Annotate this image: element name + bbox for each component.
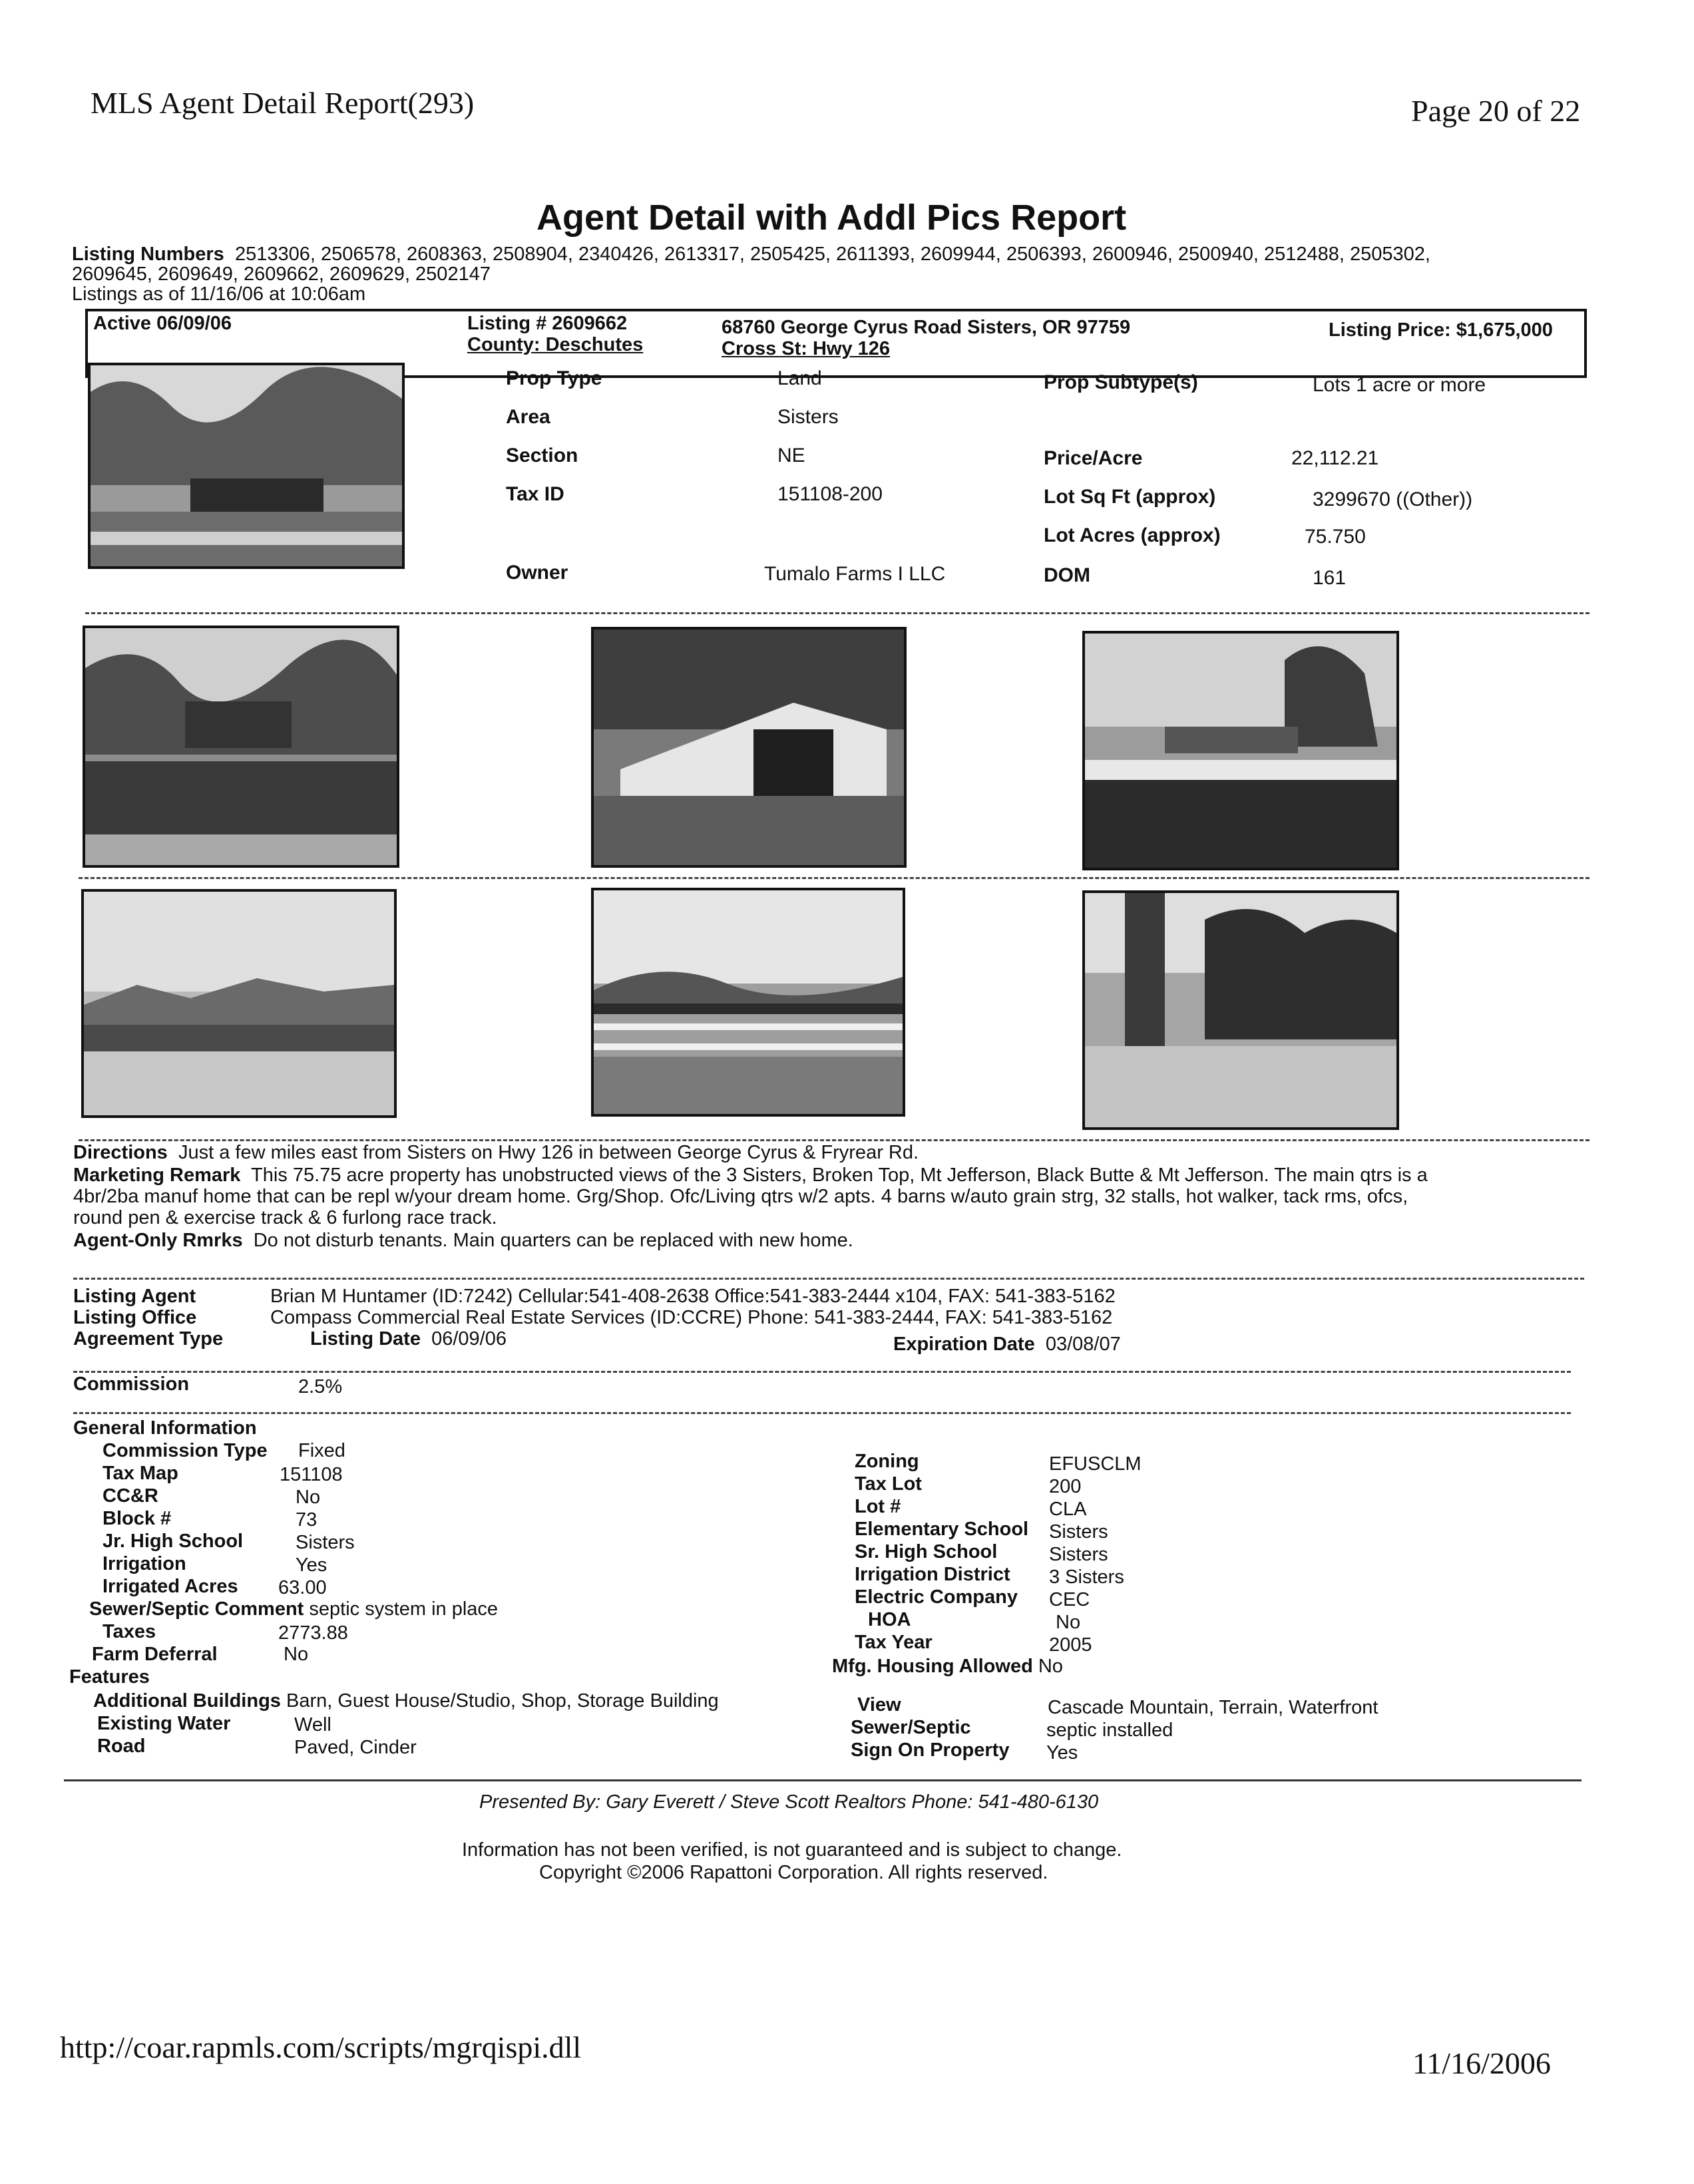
- agreement-type-label: Agreement Type: [73, 1328, 224, 1350]
- divider: [73, 1412, 1571, 1414]
- sewer-comment-label: Sewer/Septic Comment: [89, 1598, 304, 1620]
- directions-text: Just a few miles east from Sisters on Hwy 126 in between George Cyrus & Fryrear Rd.: [178, 1142, 919, 1163]
- additional-photo-6: [1082, 890, 1399, 1130]
- road-value: Paved, Cinder: [294, 1737, 417, 1758]
- mfg-housing-value: No: [1038, 1656, 1063, 1677]
- directions: [73, 1142, 919, 1164]
- irrigated-acres-label: Irrigated Acres: [103, 1576, 238, 1597]
- agent-only-remarks-label: Agent-Only Rmrks: [73, 1230, 243, 1251]
- tax-id-label: Tax ID: [506, 483, 564, 505]
- listing-numbers-line1: 2513306, 2506578, 2608363, 2508904, 2340426, 2613317, 2505425, 2611393, 2609944, 2506393, 2600946, 2500940, 2512488, 2505302,: [234, 244, 1430, 265]
- cross-street: Cross St: Hwy 126: [722, 338, 891, 359]
- divider: [73, 1278, 1584, 1280]
- sewer-septic-label: Sewer/Septic: [851, 1717, 971, 1738]
- tax-id-value: 151108-200: [777, 483, 883, 505]
- prop-subtype-label: Prop Subtype(s): [1044, 371, 1198, 393]
- mfg-housing: [832, 1656, 1063, 1678]
- view-label: View: [857, 1694, 901, 1716]
- directions-label: Directions: [73, 1142, 168, 1163]
- features-heading: Features: [69, 1666, 150, 1688]
- lot-sq-ft-value: 3299670 ((Other)): [1313, 488, 1473, 510]
- elementary-school-value: Sisters: [1049, 1521, 1108, 1543]
- additional-photo-3: [1082, 631, 1399, 870]
- lot-acres-label: Lot Acres (approx): [1044, 524, 1221, 546]
- listing-office-value: Compass Commercial Real Estate Services (ID:CCRE) Phone: 541-383-2444, FAX: 541-383-5162: [270, 1307, 1113, 1328]
- divider: [79, 877, 1589, 879]
- general-info-heading: General Information: [73, 1417, 257, 1439]
- sr-high-value: Sisters: [1049, 1544, 1108, 1565]
- listing-numbers: [72, 244, 1430, 266]
- listing-numbers-label: Listing Numbers: [72, 244, 224, 265]
- jr-high-value: Sisters: [296, 1532, 355, 1553]
- sewer-comment-value: septic system in place: [309, 1598, 499, 1620]
- hoa-label: HOA: [868, 1609, 911, 1630]
- tax-map-value: 151108: [280, 1464, 343, 1485]
- sewer-comment: [89, 1598, 498, 1620]
- prop-type-label: Prop Type: [506, 367, 602, 389]
- additional-photo-2: [591, 627, 907, 868]
- sewer-septic-value: septic installed: [1046, 1720, 1173, 1741]
- listing-numbers-line2: 2609645, 2609649, 2609662, 2609629, 2502147: [72, 264, 491, 285]
- additional-buildings-label: Additional Buildings: [93, 1690, 281, 1712]
- zoning-value: EFUSCLM: [1049, 1453, 1142, 1475]
- zoning-label: Zoning: [855, 1451, 919, 1472]
- taxes-label: Taxes: [103, 1621, 156, 1642]
- report-title: Agent Detail with Addl Pics Report: [536, 198, 1127, 238]
- additional-buildings-value: Barn, Guest House/Studio, Shop, Storage Building: [286, 1690, 719, 1712]
- dom-label: DOM: [1044, 564, 1090, 586]
- commission-type-value: Fixed: [298, 1440, 345, 1461]
- additional-buildings: [93, 1690, 719, 1712]
- listing-date: [310, 1328, 507, 1350]
- additional-photo-1: [83, 626, 399, 868]
- area-value: Sisters: [777, 406, 839, 428]
- divider: [85, 612, 1589, 614]
- prop-type-value: Land: [777, 367, 822, 389]
- listing-price: Listing Price: $1,675,000: [1329, 319, 1553, 341]
- existing-water-value: Well: [294, 1714, 331, 1735]
- county: County: Deschutes: [467, 334, 644, 355]
- marketing-remark-label: Marketing Remark: [73, 1165, 241, 1186]
- agent-only-remarks: [73, 1230, 853, 1252]
- area-label: Area: [506, 406, 550, 428]
- listing-date-value: 06/09/06: [431, 1328, 507, 1350]
- block-label: Block #: [103, 1508, 172, 1529]
- ccr-value: No: [296, 1487, 321, 1508]
- irrigated-acres-value: 63.00: [278, 1577, 327, 1598]
- listing-status: Active 06/09/06: [93, 313, 232, 334]
- marketing-remark-line2: 4br/2ba manuf home that can be repl w/your dream home. Grg/Shop. Ofc/Living qtrs w/2 apts. 4 barns w/auto grain strg, 32 stalls, hot walker, tack rms, ofcs,: [73, 1186, 1408, 1207]
- existing-water-label: Existing Water: [97, 1713, 231, 1734]
- owner-label: Owner: [506, 562, 568, 584]
- mfg-housing-label: Mfg. Housing Allowed: [832, 1656, 1033, 1677]
- sr-high-label: Sr. High School: [855, 1541, 998, 1562]
- hoa-value: No: [1056, 1612, 1081, 1633]
- lot-sq-ft-label: Lot Sq Ft (approx): [1044, 486, 1216, 508]
- lot-number-value: CLA: [1049, 1499, 1087, 1520]
- price-per-acre-value: 22,112.21: [1291, 447, 1379, 469]
- additional-photo-5: [591, 888, 905, 1117]
- divider: [79, 1139, 1589, 1141]
- tax-lot-label: Tax Lot: [855, 1473, 922, 1495]
- marketing-remark: [73, 1165, 1428, 1186]
- report-header-title: MLS Agent Detail Report(293): [91, 86, 475, 120]
- listing-agent-value: Brian M Huntamer (ID:7242) Cellular:541-408-2638 Office:541-383-2444 x104, FAX: 541-383-5162: [270, 1286, 1116, 1307]
- irrigation-label: Irrigation: [103, 1553, 186, 1574]
- price-per-acre-label: Price/Acre: [1044, 447, 1143, 469]
- tax-map-label: Tax Map: [103, 1463, 178, 1484]
- block-value: 73: [296, 1509, 318, 1531]
- dom-value: 161: [1313, 567, 1347, 589]
- copyright: Copyright ©2006 Rapattoni Corporation. All rights reserved.: [539, 1862, 1048, 1883]
- footer-url: http://coar.rapmls.com/scripts/mgrqispi.dll: [60, 2030, 582, 2064]
- marketing-remark-line3: round pen & exercise track & 6 furlong race track.: [73, 1207, 497, 1228]
- lot-number-label: Lot #: [855, 1496, 901, 1517]
- section-label: Section: [506, 445, 578, 466]
- listing-number: Listing # 2609662: [467, 313, 628, 334]
- sign-on-property-value: Yes: [1046, 1742, 1078, 1763]
- presented-by: Presented By: Gary Everett / Steve Scott Realtors Phone: 541-480-6130: [479, 1791, 1099, 1813]
- address: 68760 George Cyrus Road Sisters, OR 97759: [722, 317, 1131, 338]
- listing-office-label: Listing Office: [73, 1307, 197, 1328]
- page-number: Page 20 of 22: [1411, 94, 1581, 128]
- electric-company-value: CEC: [1049, 1589, 1090, 1610]
- expiration-date: [893, 1334, 1121, 1356]
- listings-as-of: Listings as of 11/16/06 at 10:06am: [72, 283, 366, 305]
- divider: [73, 1371, 1571, 1373]
- irrigation-district-label: Irrigation District: [855, 1564, 1010, 1585]
- additional-photo-4: [81, 889, 397, 1118]
- prop-subtype-value: Lots 1 acre or more: [1313, 374, 1486, 396]
- irrigation-district-value: 3 Sisters: [1049, 1566, 1124, 1588]
- commission-value: 2.5%: [298, 1376, 343, 1397]
- farm-deferral-label: Farm Deferral: [92, 1644, 218, 1665]
- road-label: Road: [97, 1735, 146, 1757]
- commission-type-label: Commission Type: [103, 1440, 268, 1461]
- lot-acres-value: 75.750: [1305, 526, 1366, 548]
- irrigation-value: Yes: [296, 1554, 327, 1576]
- commission-label: Commission: [73, 1373, 190, 1395]
- main-property-photo: [88, 363, 405, 569]
- tax-year-label: Tax Year: [855, 1632, 933, 1653]
- divider: [64, 1779, 1582, 1781]
- electric-company-label: Electric Company: [855, 1586, 1018, 1608]
- section-value: NE: [777, 445, 805, 466]
- sign-on-property-label: Sign On Property: [851, 1739, 1010, 1761]
- disclaimer: Information has not been verified, is not guaranteed and is subject to change.: [462, 1839, 1122, 1861]
- jr-high-label: Jr. High School: [103, 1531, 244, 1552]
- elementary-school-label: Elementary School: [855, 1519, 1029, 1540]
- expiration-date-value: 03/08/07: [1045, 1334, 1121, 1355]
- ccr-label: CC&R: [103, 1485, 158, 1507]
- marketing-remark-line1: This 75.75 acre property has unobstructed views of the 3 Sisters, Broken Top, Mt Jefferson, Black Butte & Mt Jefferson. The main qtrs is a: [251, 1165, 1428, 1186]
- expiration-date-label: Expiration Date: [893, 1334, 1035, 1355]
- listing-agent-label: Listing Agent: [73, 1286, 196, 1307]
- owner-value: Tumalo Farms I LLC: [764, 563, 946, 585]
- farm-deferral-value: No: [284, 1644, 309, 1665]
- tax-year-value: 2005: [1049, 1634, 1092, 1656]
- view-value: Cascade Mountain, Terrain, Waterfront: [1048, 1697, 1378, 1718]
- footer-date: 11/16/2006: [1412, 2046, 1551, 2080]
- agent-only-remarks-text: Do not disturb tenants. Main quarters can be replaced with new home.: [253, 1230, 853, 1251]
- listing-date-label: Listing Date: [310, 1328, 421, 1350]
- taxes-value: 2773.88: [278, 1622, 348, 1644]
- tax-lot-value: 200: [1049, 1476, 1082, 1497]
